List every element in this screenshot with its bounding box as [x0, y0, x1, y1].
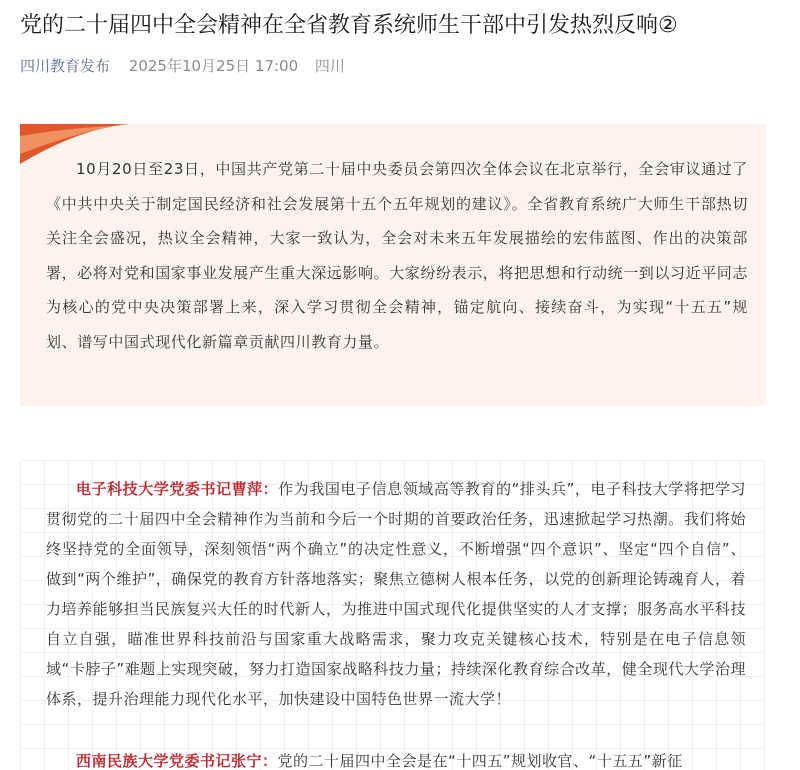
intro-paragraph: 10月20日至23日，中国共产党第二十届中央委员会第四次全体会议在北京举行，全会审议通过了《中共中央关于制定国民经济和社会发展第十五个五年规划的建议》。全省教育系统广大师生干部热切关注全会盛况，热议全会精神，大家一致认为，全会对未来五年发展描绘的宏伟蓝图、作出的决策部署，必将对党和国家事业发展产生重大深远影响。大家纷纷表示，将把思想和行动统一到以习近平同志为核心的党中央决策部署上来，深入学习贯彻全会精神，锚定航向、接续奋斗，为实现“十五五”规划、谱写中国式现代化新篇章贡献四川教育力量。 [46, 160, 749, 351]
statement-speaker: 电子科技大学党委书记曹萍： [76, 480, 279, 498]
article-meta [20, 55, 345, 77]
article-title: 党的二十届四中全会精神在全省教育系统师生干部中引发热烈反响② [20, 13, 678, 38]
publish-location: 四川 [314, 57, 345, 75]
statement-text: 党的二十届四中全会是在“十四五”规划收官、“十五五”新征 [277, 752, 683, 770]
intro-box [20, 124, 766, 406]
statement-paragraph [46, 746, 746, 770]
publish-date: 2025年10月25日 17:00 [128, 57, 299, 75]
statement-paragraph [46, 474, 746, 714]
statement-text: 作为我国电子信息领域高等教育的“排头兵”，电子科技大学将把学习贯彻党的二十届四中全会精神作为当前和今后一个时期的首要政治任务，迅速掀起学习热潮。我们将始终坚持党的全面领导，深刻领悟“两个确立”的决定性意义，不断增强“四个意识”、坚定“四个自信”、做到“两个维护”，确保党的教育方针落地落实；聚焦立德树人根本任务，以党的创新理论铸魂育人，着力培养能够担当民族复兴大任的时代新人，为推进中国式现代化提供坚实的人才支撑；服务高水平科技自立自强，瞄准世界科技前沿与国家重大战略需求，聚力攻克关键核心技术，特别是在电子信息领域“卡脖子”难题上实现突破，努力打造国家战略科技力量；持续深化教育综合改革，健全现代大学治理体系，提升治理能力现代化水平，加快建设中国特色世界一流大学！ [46, 480, 746, 708]
statement-speaker: 西南民族大学党委书记张宁： [76, 752, 278, 770]
statements-section [20, 460, 766, 770]
source-account-link[interactable]: 四川教育发布 [20, 57, 111, 75]
